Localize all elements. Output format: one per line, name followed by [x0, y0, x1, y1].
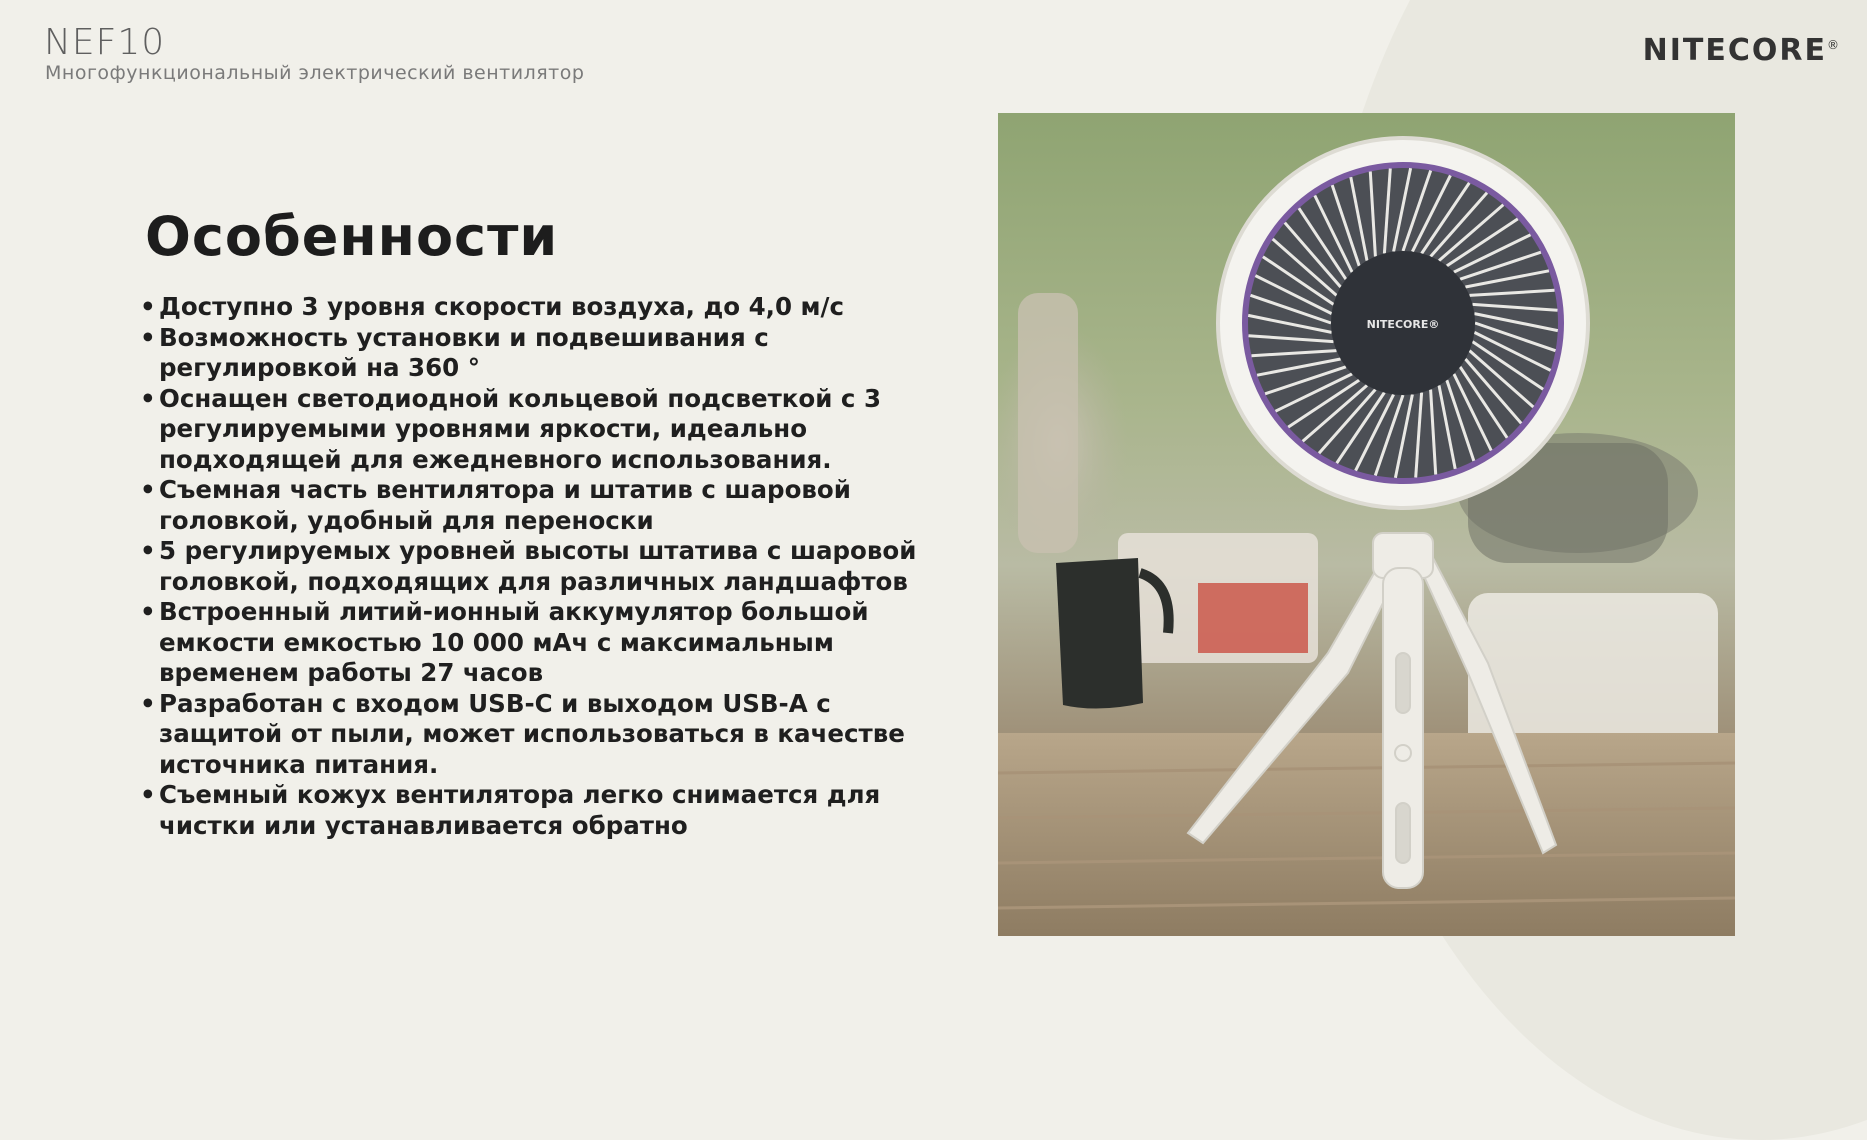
feature-item: • Возможность установки и подвешивания с регулировкой на 360 °: [140, 323, 930, 384]
features-list: [140, 292, 930, 841]
brand-logo: NITECORE®: [1642, 33, 1841, 68]
fan-head: [1218, 138, 1588, 508]
product-photo: [998, 113, 1735, 936]
feature-item: • Съемный кожух вентилятора легко снимается для чистки или устанавливается обратно: [140, 780, 930, 841]
feature-item: • 5 регулируемых уровней высоты штатива с шаровой головкой, подходящих для различных ландшафтов: [140, 536, 930, 597]
hub-logo: NITECORE®: [1366, 318, 1440, 331]
page-title: Особенности: [145, 205, 559, 268]
kettle: [1056, 558, 1143, 709]
model-name: NEF10: [44, 22, 166, 63]
product-subtitle: Многофункциональный электрический вентилятор: [45, 62, 585, 84]
feature-item: • Съемная часть вентилятора и штатив с шаровой головкой, удобный для переноски: [140, 475, 930, 536]
fan-illustration: [998, 113, 1735, 936]
feature-item: • Встроенный литий-ионный аккумулятор большой емкости емкостью 10 000 мАч с максимальным временем работы 27 часов: [140, 597, 930, 689]
feature-item: • Оснащен светодиодной кольцевой подсветкой с 3 регулируемыми уровнями яркости, идеально подходящей для ежедневного использования.: [140, 384, 930, 476]
feature-item: • Доступно 3 уровня скорости воздуха, до 4,0 м/с: [140, 292, 930, 323]
feature-item: • Разработан с входом USB-C и выходом USB-A с защитой от пыли, может использоваться в качестве источника питания.: [140, 689, 930, 781]
